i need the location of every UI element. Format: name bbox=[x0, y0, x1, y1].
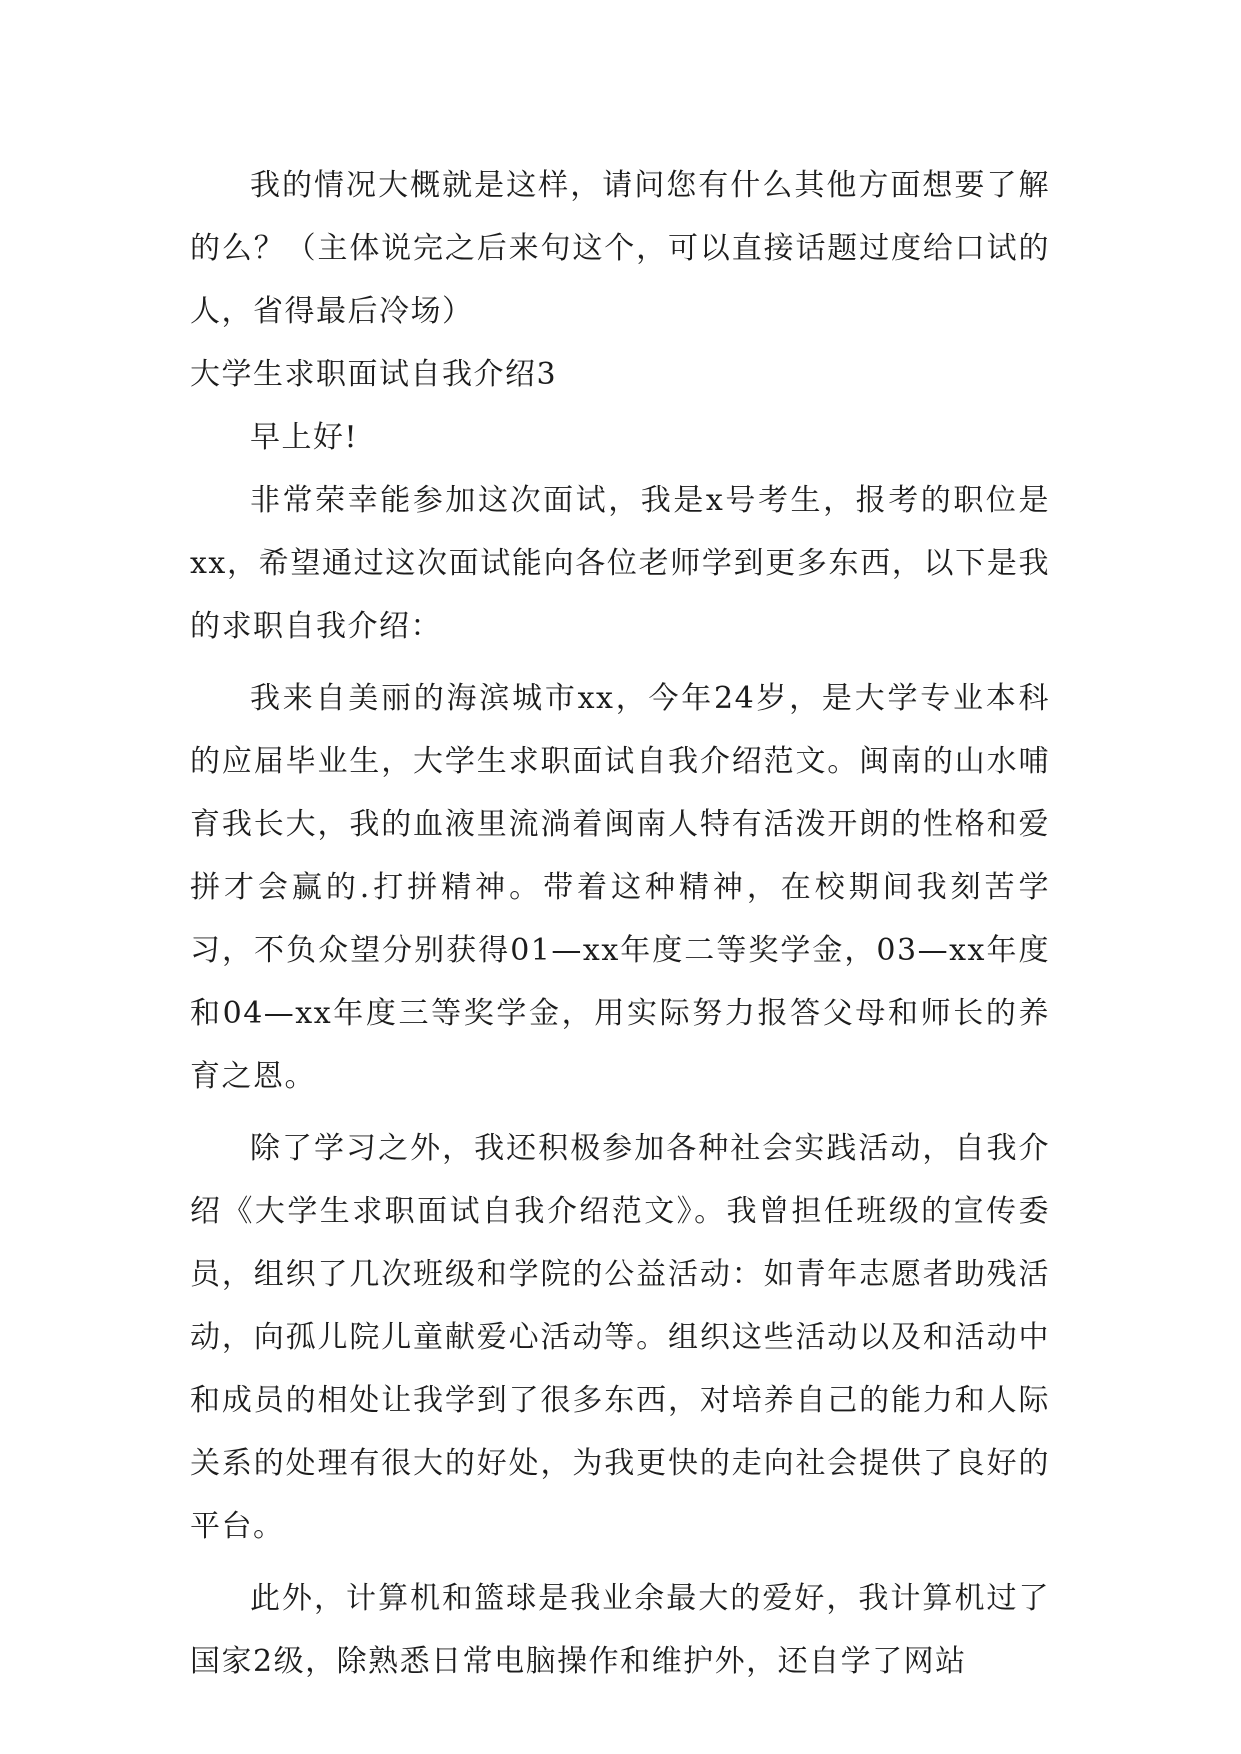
paragraph-greeting: 早上好! bbox=[250, 420, 359, 455]
section-heading: 大学生求职面试自我介绍3 bbox=[190, 357, 558, 392]
paragraph-closing-question: 我的情况大概就是这样，请问您有什么其他方面想要了解的么？（主体说完之后来句这个，可以直接话题过度给口试的人，省得最后冷场） bbox=[190, 168, 1050, 329]
paragraph-background: 我来自美丽的海滨城市xx，今年24岁，是大学专业本科的应届毕业生，大学生求职面试自我介绍范文。闽南的山水哺育我长大，我的血液里流淌着闽南人特有活泼开朗的性格和爱拼才会赢的.打拼精神。带着这种精神，在校期间我刻苦学习，不负众望分别获得01—xx年度二等奖学金，03—xx年度和04—xx年度三等奖学金，用实际努力报答父母和师长的养育之恩。 bbox=[190, 681, 1050, 1094]
document-body bbox=[190, 154, 1050, 1693]
paragraph-intro: 非常荣幸能参加这次面试，我是x号考生，报考的职位是xx，希望通过这次面试能向各位老师学到更多东西，以下是我的求职自我介绍： bbox=[190, 483, 1050, 644]
paragraph-hobbies: 此外，计算机和篮球是我业余最大的爱好，我计算机过了国家2级，除熟悉日常电脑操作和维护外，还自学了网站 bbox=[190, 1581, 1050, 1679]
paragraph-activities: 除了学习之外，我还积极参加各种社会实践活动，自我介绍《大学生求职面试自我介绍范文》。我曾担任班级的宣传委员，组织了几次班级和学院的公益活动：如青年志愿者助残活动，向孤儿院儿童献爱心活动等。组织这些活动以及和活动中和成员的相处让我学到了很多东西，对培养自己的能力和人际关系的处理有很大的好处，为我更快的走向社会提供了良好的平台。 bbox=[190, 1131, 1050, 1544]
